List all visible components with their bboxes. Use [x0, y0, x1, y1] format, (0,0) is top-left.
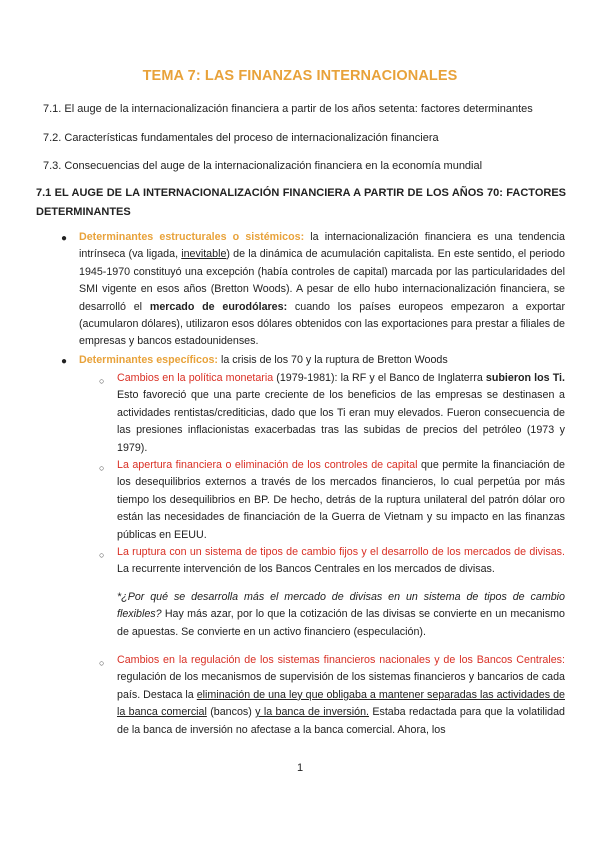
bullet-label: Determinantes estructurales o sistémicos: — [79, 231, 305, 243]
toc-item-7-1: 7.1. El auge de la internacionalización financiera a partir de los años setenta: factores determinantes — [43, 103, 533, 115]
bullet-icon: ● — [61, 356, 68, 367]
section-heading: 7.1 EL AUGE DE LA INTERNACIONALIZACIÓN FINANCIERA A PARTIR DE LOS AÑOS 70: FACTORES DETERMINANTES — [36, 187, 566, 218]
circle-bullet-icon: ○ — [99, 658, 105, 668]
sub-item-monetary-policy: Cambios en la política monetaria (1979-1981): la RF y el Banco de Inglaterra subieron los Ti. Esto favoreció que una parte creciente de los beneficios de las empresas se destinasen a actividades rentistas/crediticias, dado que los Ti eran muy elevados. Fueron consecuencia de las presiones inflacionistas exacerbadas tras las subidas de precios del petróleo (1973 y 1979). — [117, 372, 565, 454]
bullet-label: Determinantes específicos: — [79, 354, 218, 366]
bullet-structural: Determinantes estructurales o sistémicos: la internacionalización financiera es una tendencia intrínseca (va ligada, inevitable) de la dinámica de acumulación capitalista. En este sentido, el periodo 1945-1970 constituyó una excepción (había controles de capital) marcada por las particularidades del SMI vigente en esos años (Bretton Woods). A pesar de ello hubo internacionalización financiera, se desarrolló el mercado de eurodólares: cuando los países europeos empezaron a exportar (acumularon dólares), utilizaron esos dólares obtenidos con las exportaciones para prestar a filiales de empresas y bancos estadounidenses. — [79, 231, 566, 348]
sub-item-financial-opening: La apertura financiera o eliminación de los controles de capital que permite la financiación de los desequilibrios externos a través de los mercados financieros, lo cual perpetúa por más tiempo los desequilibrios en BP. De hecho, detrás de la ruptura unilateral del patrón dólar oro están las necesidades de financiación de la Guerra de Vietnam y su impacto en las finanzas públicas en EEUU. — [117, 459, 565, 541]
toc-item-7-2: 7.2. Características fundamentales del proceso de internacionalización financiera — [43, 132, 439, 144]
note-paragraph: *¿Por qué se desarrolla más el mercado de divisas en un sistema de tipos de cambio flexibles? Hay más azar, por lo que la cotización de las divisas se convierte en un mecanismo de apuestas. Se convierte en un activo financiero (especulación). — [117, 591, 565, 638]
page-number: 1 — [296, 762, 304, 774]
bullet-icon: ● — [61, 233, 68, 244]
circle-bullet-icon: ○ — [99, 463, 105, 473]
toc-item-7-3: 7.3. Consecuencias del auge de la internacionalización financiera en la economía mundial — [43, 160, 483, 172]
sub-item-exchange-rates: La ruptura con un sistema de tipos de cambio fijos y el desarrollo de los mercados de divisas. La recurrente intervención de los Bancos Centrales en los mercados de divisas. — [117, 546, 565, 576]
sub-item-regulation: Cambios en la regulación de los sistemas financieros nacionales y de los Bancos Centrales: regulación de los mecanismos de supervisión de los sistemas financieros y bancarios de cada país. Destaca la eliminación de una ley que obligaba a mantener separadas las actividades de la banca comercial (bancos) y la banca de inversión. Estaba redactada para que la volatilidad de la banca de inversión no afectase a la banca comercial. Ahora, los — [117, 654, 565, 736]
circle-bullet-icon: ○ — [99, 376, 105, 386]
bullet-specific: Determinantes específicos: la crisis de los 70 y la ruptura de Bretton Woods — [79, 354, 448, 366]
page-title: TEMA 7: LAS FINANZAS INTERNACIONALES — [142, 68, 458, 84]
circle-bullet-icon: ○ — [99, 550, 105, 560]
